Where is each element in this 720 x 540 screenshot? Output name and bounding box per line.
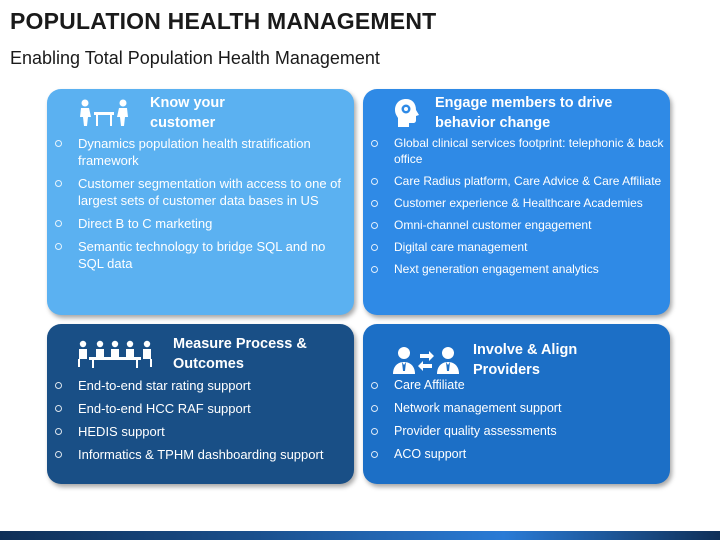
list-item: Care Radius platform, Care Advice & Care Affiliate: [371, 173, 665, 189]
list-item: Direct B to C marketing: [55, 215, 347, 232]
card-heading: Involve & Align Providers: [473, 342, 578, 378]
exchange-people-icon: [393, 345, 459, 375]
card-header: [75, 93, 260, 133]
card-heading: Know your customer: [150, 95, 225, 131]
card-engage-members: [363, 89, 670, 315]
page-subtitle: Enabling Total Population Health Management: [10, 48, 380, 68]
list-item: Network management support: [371, 400, 663, 417]
list-item: End-to-end HCC RAF support: [55, 400, 347, 417]
card-involve-providers: [363, 324, 670, 484]
list-item: Care Affiliate: [371, 377, 663, 394]
card-header: [75, 334, 313, 374]
footer-bar: [0, 531, 720, 540]
card-heading: Measure Process & Outcomes: [173, 336, 307, 372]
list-item: Omni-channel customer engagement: [371, 217, 665, 233]
meeting-icon: [75, 98, 133, 128]
list-item: Global clinical services footprint: telephonic & back office: [371, 135, 665, 167]
head-gear-icon: [393, 98, 421, 128]
card-know-your-customer: [47, 89, 354, 315]
list-item: Provider quality assessments: [371, 423, 663, 440]
list-item: Customer segmentation with access to one of largest sets of customer data bases in US: [55, 175, 347, 209]
list-item: Next generation engagement analytics: [371, 261, 665, 277]
card-measure-process: [47, 324, 354, 484]
card-list: [55, 135, 347, 278]
card-list: [371, 135, 665, 283]
list-item: Informatics & TPHM dashboarding support: [55, 446, 347, 463]
list-item: ACO support: [371, 446, 663, 463]
list-item: End-to-end star rating support: [55, 377, 347, 394]
list-item: HEDIS support: [55, 423, 347, 440]
card-header: [393, 340, 593, 380]
team-table-icon: [75, 339, 155, 369]
list-item: Customer experience & Healthcare Academies: [371, 195, 665, 211]
card-heading: Engage members to drive behavior change: [435, 95, 613, 131]
card-list: [371, 377, 663, 469]
list-item: Digital care management: [371, 239, 665, 255]
card-list: [55, 377, 347, 469]
card-header: [393, 93, 615, 133]
page-title: POPULATION HEALTH MANAGEMENT: [10, 8, 437, 34]
list-item: Dynamics population health stratification framework: [55, 135, 347, 169]
list-item: Semantic technology to bridge SQL and no SQL data: [55, 238, 347, 272]
